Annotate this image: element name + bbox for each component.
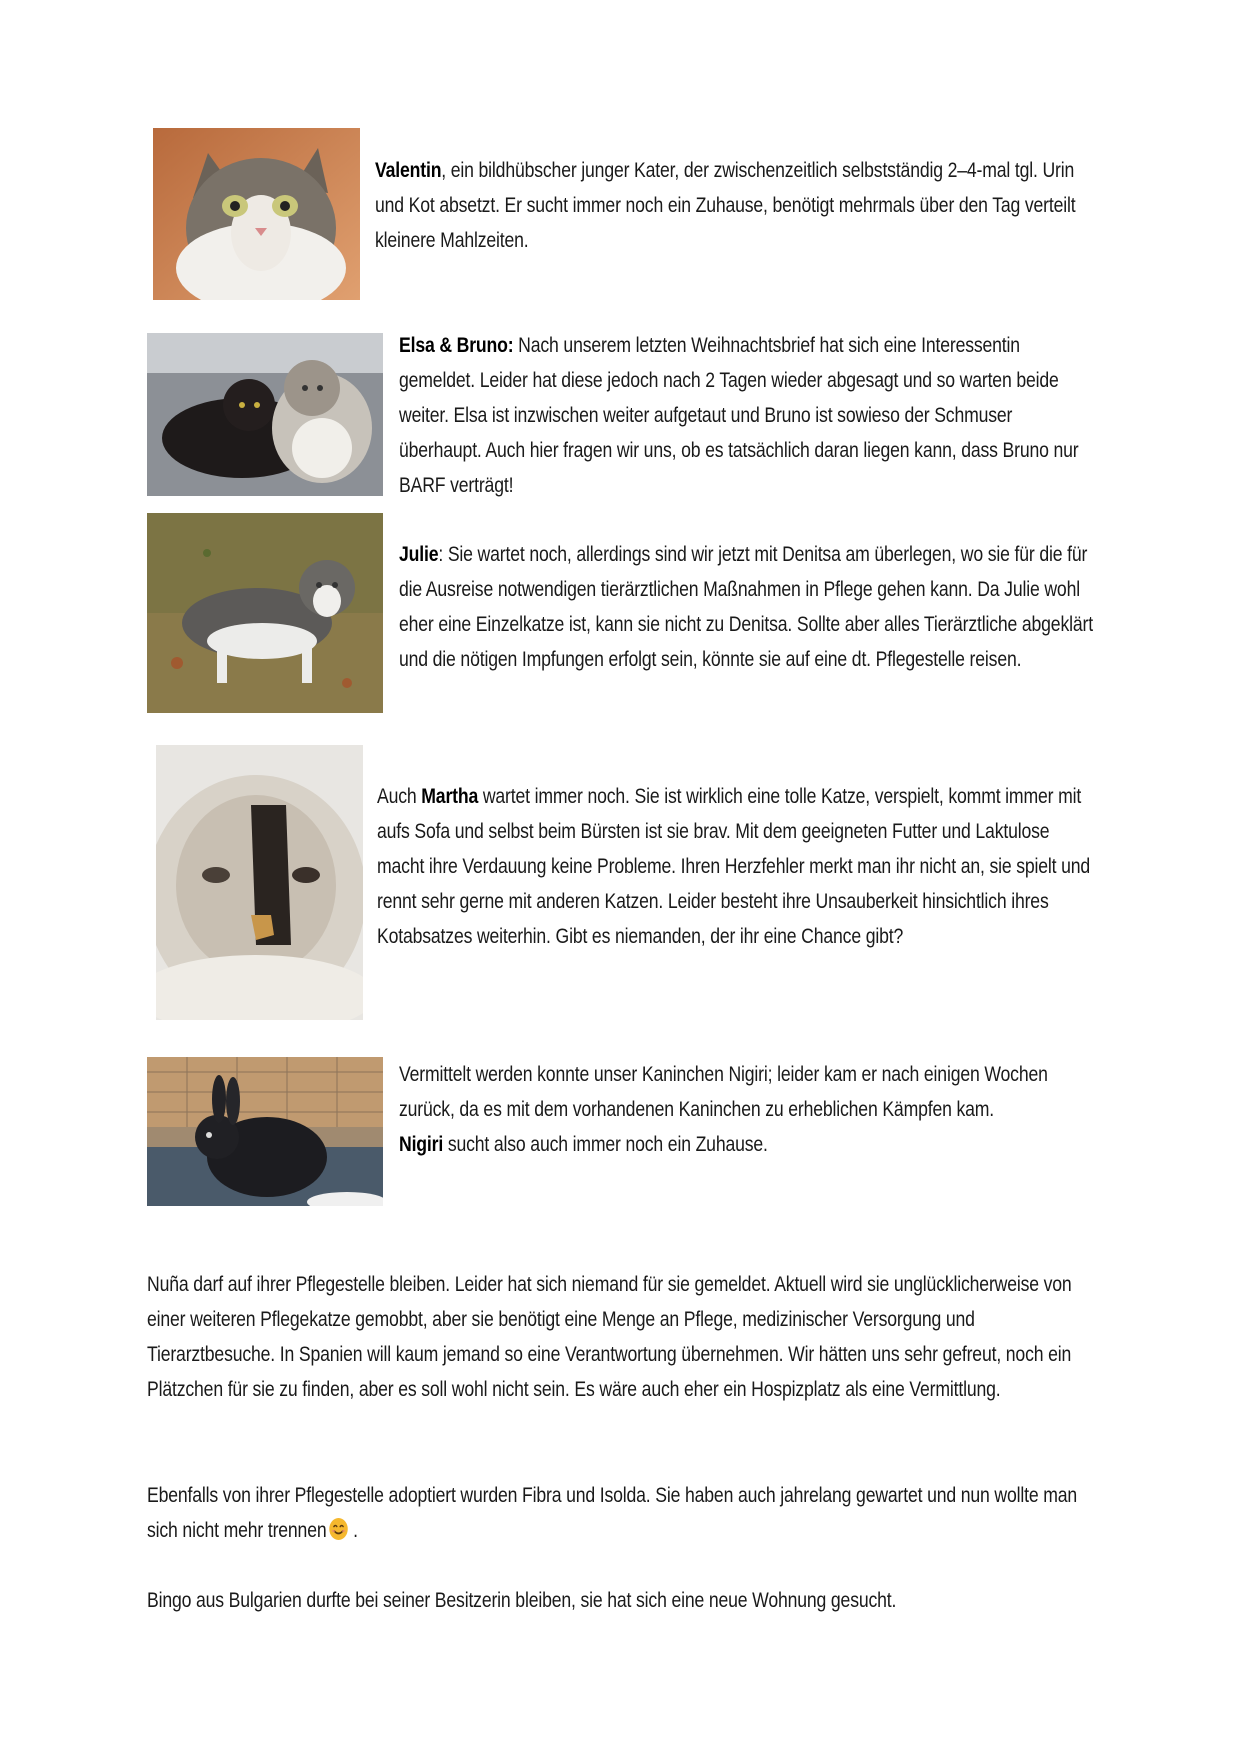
elsa-bruno-text: Elsa & Bruno: Nach unserem letzten Weihnachtsbrief hat sich eine Interessentin gemeldet. Leider hat diese jedoch nach 2 Tagen wieder abgesagt und so warten beide weiter. Elsa ist inzwischen weiter aufgetaut und Bruno ist sowieso der Schmuser überhaupt. Auch hier fragen wir uns, ob es tatsächlich daran liegen kann, dass Bruno nur BARF verträgt!: [399, 334, 1079, 497]
fibra-isolda-paragraph: Ebenfalls von ihrer Pflegestelle adoptiert wurden Fibra und Isolda. Sie haben auch jahrelang gewartet und nun wollte man sich nicht mehr trennen .: [147, 1484, 1078, 1542]
julie-photo: [147, 513, 383, 713]
bingo-paragraph: Bingo aus Bulgarien durfte bei seiner Besitzerin bleiben, sie hat sich eine neue Wohnung gesucht.: [147, 1589, 897, 1612]
julie-text: Julie: Sie wartet noch, allerdings sind wir jetzt mit Denitsa am überlegen, wo sie für die für die Ausreise notwendigen tierärztlichen Maßnahmen in Pflege gehen kann. Da Julie wohl eher eine Einzelkatze ist, kann sie nicht zu Denitsa. Sollte aber alles Tierärztliche abgeklärt und die nötigen Impfungen erfolgt sein, könnte sie auf eine dt. Pflegestelle reisen.: [399, 543, 1093, 671]
valentin-photo: [153, 128, 360, 300]
valentin-text: Valentin, ein bildhübscher junger Kater, der zwischenzeitlich selbstständig 2–4-mal tgl. Urin und Kot absetzt. Er sucht immer noch ein Zuhause, benötigt mehrmals über den Tag verteilt kleinere Mahlzeiten.: [375, 159, 1076, 252]
animal-name: Valentin: [375, 159, 442, 182]
nuna-paragraph: Nuña darf auf ihrer Pflegestelle bleiben. Leider hat sich niemand für sie gemeldet. Aktuell wird sie unglücklicherweise von einer weiteren Pflegekatze gemobbt, aber sie benötigt eine Menge an Pflege, medizinischer Versorgung und Tierarztbesuche. In Spanien will kaum jemand so eine Verantwortung übernehmen. Wir hätten uns sehr gefreut, noch ein Plätzchen für sie zu finden, aber es soll wohl nicht sein. Es wäre auch eher ein Hospizplatz als eine Vermittlung.: [147, 1273, 1072, 1401]
animal-name: Elsa & Bruno:: [399, 334, 514, 357]
animal-name: Julie: [399, 543, 439, 566]
animal-name: Martha: [421, 785, 479, 808]
animal-name: Nigiri: [399, 1133, 444, 1156]
smiling-face-emoji-icon: [328, 1517, 348, 1541]
nigiri-text: Vermittelt werden konnte unser Kaninchen Nigiri; leider kam er nach einigen Wochen zurück, da es mit dem vorhandenen Kaninchen zu erheblichen Kämpfen kam. Nigiri sucht also auch immer noch ein Zuhause.: [399, 1063, 1048, 1156]
martha-photo: [156, 745, 363, 1020]
martha-text: Auch Martha wartet immer noch. Sie ist wirklich eine tolle Katze, verspielt, kommt immer mit aufs Sofa und selbst beim Bürsten ist sie brav. Mit dem geeigneten Futter und Laktulose macht ihre Verdauung keine Probleme. Ihren Herzfehler merkt man ihr nicht an, sie spielt und rennt sehr gerne mit anderen Katzen. Leider besteht ihre Unsauberkeit hinsichtlich ihres Kotabsatzes weiterhin. Gibt es niemanden, der ihr eine Chance gibt?: [377, 785, 1091, 948]
nigiri-photo: [147, 1057, 383, 1206]
elsa-bruno-photo: [147, 333, 383, 496]
